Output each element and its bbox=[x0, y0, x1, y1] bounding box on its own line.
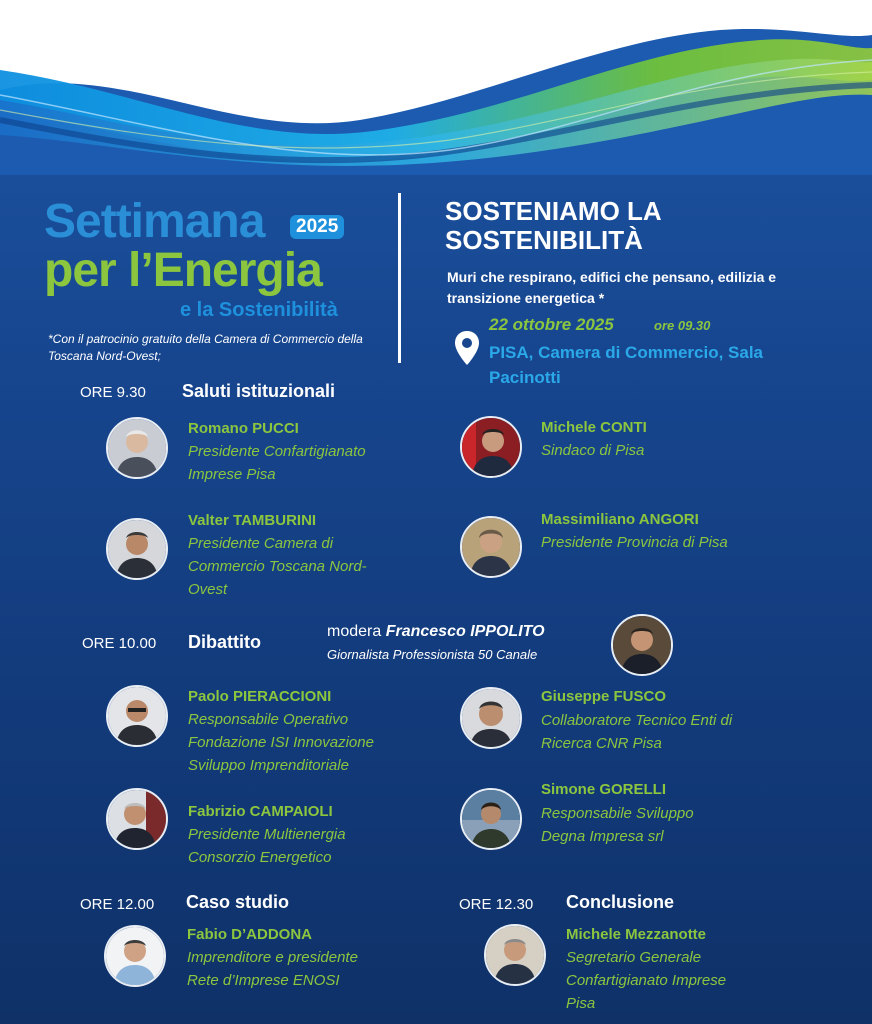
speaker-role: Presidente Multienergia Consorzio Energetico bbox=[188, 826, 346, 866]
speaker-name: Paolo PIERACCIONI bbox=[188, 688, 332, 705]
wave-decoration bbox=[0, 0, 872, 175]
session-time: ORE 12.00 bbox=[80, 896, 155, 913]
logo-line-1: Settimana bbox=[44, 195, 265, 248]
logo-line-3: e la Sostenibilità bbox=[180, 299, 338, 321]
patronage-note: *Con il patrocinio gratuito della Camera di Commercio della Toscana Nord-Ovest; bbox=[48, 332, 363, 363]
avatar bbox=[611, 614, 673, 676]
speaker-name: Fabio D’ADDONA bbox=[187, 926, 312, 943]
moderator-prefix: modera bbox=[327, 623, 382, 640]
speaker-role: Imprenditore e presidente Rete d’Imprese ENOSI bbox=[187, 949, 358, 989]
speaker-role: Responsabile Sviluppo Degna Impresa srl bbox=[541, 805, 694, 845]
event-title: SOSTENIAMO LA SOSTENIBILITÀ bbox=[445, 196, 661, 255]
avatar bbox=[106, 417, 168, 479]
event-place: PISA, Camera di Commercio, Sala Pacinotti bbox=[489, 343, 763, 387]
avatar bbox=[460, 687, 522, 749]
speaker-name: Romano PUCCI bbox=[188, 420, 299, 437]
map-pin-icon bbox=[454, 330, 480, 366]
avatar bbox=[106, 685, 168, 747]
speaker-name: Michele Mezzanotte bbox=[566, 926, 707, 943]
logo-line-2: per l’Energia bbox=[44, 244, 322, 297]
speaker-role: Presidente Confartigianato Imprese Pisa bbox=[188, 443, 366, 483]
session-time: ORE 12.30 bbox=[459, 896, 534, 913]
speaker-name: Valter TAMBURINI bbox=[188, 512, 317, 529]
event-time: ore 09.30 bbox=[654, 318, 711, 333]
avatar bbox=[484, 924, 546, 986]
session-title: Dibattito bbox=[188, 632, 261, 652]
avatar bbox=[106, 518, 168, 580]
session-title: Saluti istituzionali bbox=[182, 381, 336, 401]
session-time: ORE 10.00 bbox=[82, 635, 157, 652]
avatar bbox=[460, 788, 522, 850]
speaker-name: Giuseppe FUSCO bbox=[541, 688, 667, 705]
speaker-role: Presidente Camera di Commercio Toscana Nord- Ovest bbox=[188, 535, 367, 598]
avatar bbox=[106, 788, 168, 850]
speaker-role: Presidente Provincia di Pisa bbox=[541, 534, 728, 551]
moderator-name: Francesco IPPOLITO bbox=[385, 623, 545, 640]
speaker-name: Massimiliano ANGORI bbox=[541, 511, 699, 528]
speaker-role: Responsabile Operativo Fondazione ISI Innovazione Sviluppo Imprenditoriale bbox=[188, 711, 374, 774]
speaker-name: Fabrizio CAMPAIOLI bbox=[188, 803, 333, 820]
speaker-role: Collaboratore Tecnico Enti di Ricerca CNR Pisa bbox=[541, 712, 733, 752]
avatar bbox=[460, 416, 522, 478]
speaker-role: Sindaco di Pisa bbox=[541, 442, 645, 459]
year-badge: 2025 bbox=[290, 215, 344, 239]
session-title: Conclusione bbox=[566, 892, 675, 912]
event-date: 22 ottobre 2025 bbox=[489, 315, 614, 334]
moderator-label bbox=[327, 623, 545, 641]
divider bbox=[398, 193, 401, 363]
avatar bbox=[460, 516, 522, 578]
speaker-name: Simone GORELLI bbox=[541, 781, 667, 798]
event-subtitle: Muri che respirano, edifici che pensano, edilizia e transizione energetica * bbox=[447, 269, 777, 306]
session-time: ORE 9.30 bbox=[80, 384, 146, 401]
speaker-role: Segretario Generale Confartigianato Imprese Pisa bbox=[566, 949, 727, 1012]
session-title: Caso studio bbox=[186, 892, 290, 912]
moderator-role: Giornalista Professionista 50 Canale bbox=[327, 647, 538, 662]
avatar bbox=[104, 925, 166, 987]
speaker-name: Michele CONTI bbox=[541, 419, 647, 436]
